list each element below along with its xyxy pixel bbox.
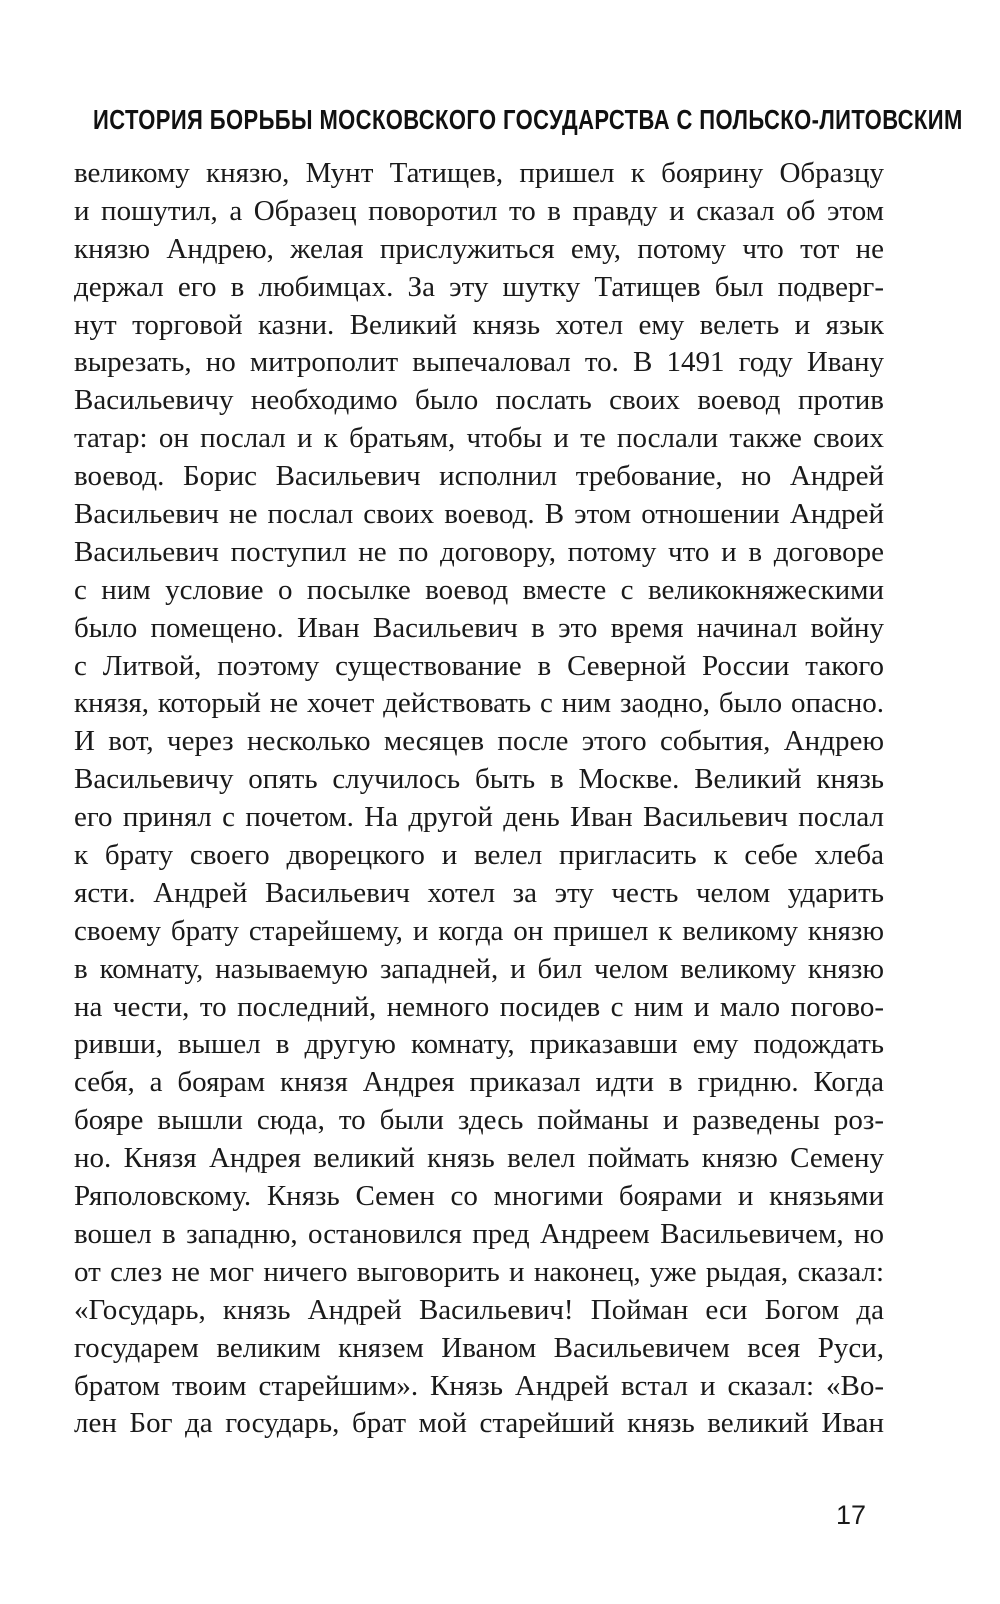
running-head: ИСТОРИЯ БОРЬБЫ МОСКОВСКОГО ГОСУДАРСТВА С ПОЛЬСКО-ЛИТОВСКИМ <box>93 104 963 136</box>
text-line: ясти. Андрей Васильевич хотел за эту честь челом ударить <box>74 876 884 909</box>
text-line: нут торговой казни. Великий князь хотел ему велеть и язык <box>74 308 884 341</box>
text-line: Ряполовскому. Князь Семен со многими боярами и князьями <box>74 1180 884 1213</box>
text-line: воевод. Борис Васильевич исполнил требование, но Андрей <box>74 460 884 493</box>
text-line: было помещено. Иван Васильевич в это время начинал войну <box>74 611 884 644</box>
text-line: но. Князя Андрея великий князь велел поймать князю Семену <box>74 1142 884 1175</box>
text-line: себя, а боярам князя Андрея приказал идти в гридню. Когда <box>74 1066 884 1099</box>
text-line: и пошутил, а Образец поворотил то в правду и сказал об этом <box>74 194 884 227</box>
text-line: от слез не мог ничего выговорить и наконец, уже рыдая, сказал: <box>74 1255 884 1288</box>
text-line: с ним условие о посылке воевод вместе с великокняжескими <box>74 573 884 606</box>
text-line: князя, который не хочет действовать с ним заодно, было опасно. <box>74 687 884 720</box>
text-line: лен Бог да государь, брат мой старейший князь великий Иван <box>74 1407 884 1440</box>
text-line: бояре вышли сюда, то были здесь пойманы и разведены роз- <box>74 1104 884 1137</box>
text-line: князю Андрею, желая прислужиться ему, потому что тот не <box>74 232 884 265</box>
text-line: в комнату, называемую западней, и бил челом великому князю <box>74 952 884 985</box>
text-line: на чести, то последний, немного посидев с ним и мало погово- <box>74 990 884 1023</box>
text-line: Васильевич не послал своих воевод. В этом отношении Андрей <box>74 498 884 531</box>
text-line: вырезать, но митрополит выпечаловал то. В 1491 году Ивану <box>74 346 884 379</box>
text-line: Васильевич поступил не по договору, потому что и в договоре <box>74 535 884 568</box>
text-line: с Литвой, поэтому существование в Северной России такого <box>74 649 884 682</box>
text-line: вошел в западню, остановился пред Андреем Васильевичем, но <box>74 1217 884 1250</box>
text-line: держал его в любимцах. За эту шутку Татищев был подверг- <box>74 270 884 303</box>
text-line: государем великим князем Иваном Васильевичем всея Руси, <box>74 1331 884 1364</box>
text-line: его принял с почетом. На другой день Иван Васильевич послал <box>74 801 884 834</box>
text-line: татар: он послал и к братьям, чтобы и те послали также своих <box>74 422 884 455</box>
text-line: великому князю, Мунт Татищев, пришел к боярину Образцу <box>74 157 884 189</box>
text-line: ривши, вышел в другую комнату, приказавши ему подождать <box>74 1028 884 1061</box>
body-text <box>74 155 884 1443</box>
text-line: к брату своего дворецкого и велел пригласить к себе хлеба <box>74 839 884 872</box>
text-line: своему брату старейшему, и когда он пришел к великому князю <box>74 914 884 947</box>
text-line: Васильевичу необходимо было послать своих воевод против <box>74 384 884 417</box>
text-line: Васильевичу опять случилось быть в Москве. Великий князь <box>74 763 884 796</box>
text-line: И вот, через несколько месяцев после этого события, Андрею <box>74 725 884 758</box>
text-line: «Государь, князь Андрей Васильевич! Пойман еси Богом да <box>74 1293 884 1326</box>
text-line: братом твоим старейшим». Князь Андрей встал и сказал: «Во- <box>74 1369 884 1402</box>
page-number: 17 <box>836 1500 867 1530</box>
